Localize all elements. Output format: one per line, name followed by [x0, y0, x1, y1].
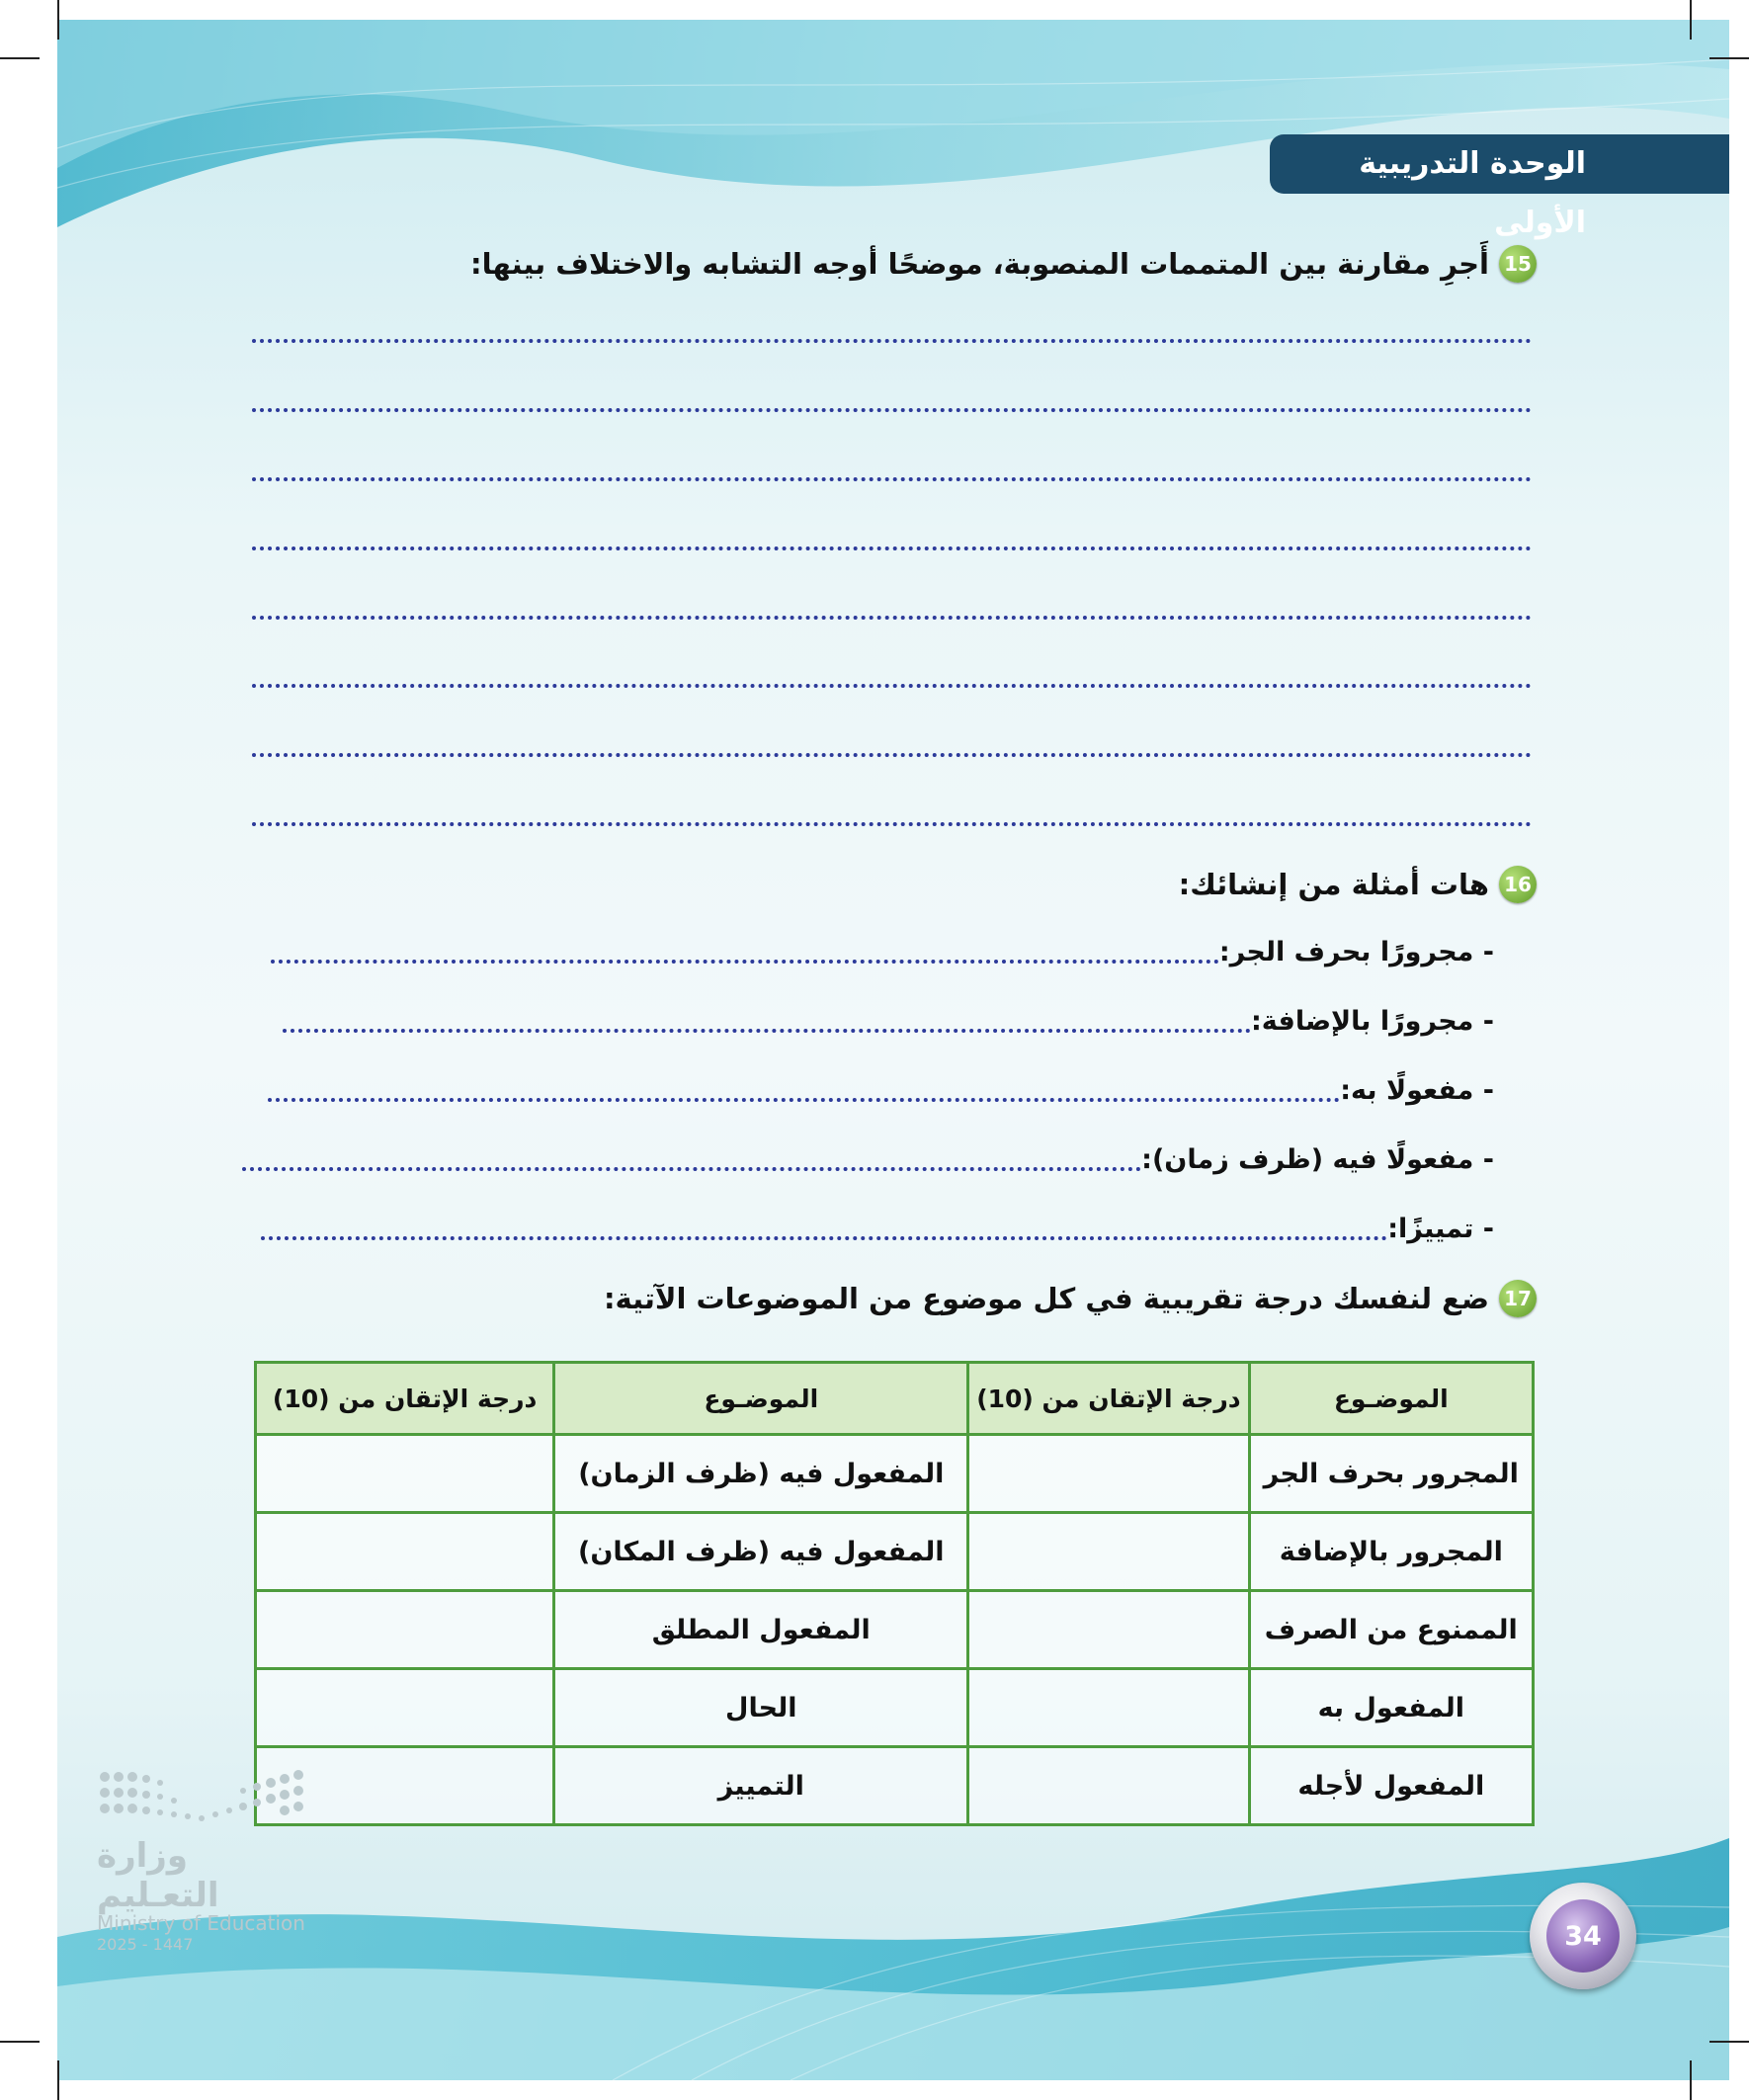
example-item: [283, 1006, 1494, 1037]
table-row: [256, 1513, 1534, 1591]
topic-cell: التمييز: [554, 1747, 968, 1825]
crop-mark: [57, 2060, 59, 2100]
topic-cell: الممنوع من الصرف: [1249, 1591, 1533, 1669]
table-row: [256, 1591, 1534, 1669]
crop-mark: [1690, 0, 1692, 40]
question-17: [604, 1280, 1537, 1317]
answer-line[interactable]: [283, 1029, 1251, 1033]
example-label: - مفعولًا فيه (ظرف زمان):: [1141, 1144, 1494, 1175]
question-text: أَجرِ مقارنة بين المتممات المنصوبة، موضحًا أوجه التشابه والاختلاف بينها:: [470, 247, 1489, 281]
topic-cell: المفعول فيه (ظرف الزمان): [554, 1435, 968, 1513]
logo-english-text: Ministry of Education: [97, 1911, 305, 1935]
page-number-badge: [1530, 1883, 1636, 1989]
example-label: - مجرورًا بحرف الجر:: [1218, 937, 1494, 967]
grade-cell[interactable]: [968, 1747, 1249, 1825]
example-label: - تمييزًا:: [1387, 1214, 1494, 1244]
logo-year-text: 2025 - 1447: [97, 1935, 194, 1954]
question-16: [1179, 866, 1537, 903]
answer-line[interactable]: [268, 1098, 1340, 1102]
answer-line[interactable]: [252, 408, 1532, 412]
topic-cell: المجرور بالإضافة: [1249, 1513, 1533, 1591]
answer-line[interactable]: [261, 1236, 1387, 1240]
table-header-row: [256, 1363, 1534, 1435]
topic-cell: المفعول فيه (ظرف المكان): [554, 1513, 968, 1591]
column-header: الموضـوع: [1249, 1363, 1533, 1435]
answer-line[interactable]: [252, 684, 1532, 688]
grade-cell[interactable]: [968, 1591, 1249, 1669]
topic-cell: الحال: [554, 1669, 968, 1747]
crop-mark: [0, 57, 40, 59]
column-header: الموضـوع: [554, 1363, 968, 1435]
answer-line[interactable]: [252, 477, 1532, 481]
question-number-badge: 16: [1499, 866, 1537, 903]
question-15: [470, 245, 1537, 283]
unit-title-tab: الوحدة التدريبية الأولى: [1270, 134, 1729, 194]
ministry-logo: [97, 1769, 314, 1954]
logo-arabic-text: وزارة التعـليم: [97, 1836, 219, 1915]
crop-mark: [1709, 57, 1749, 59]
answer-line[interactable]: [271, 960, 1219, 964]
grade-cell[interactable]: [968, 1669, 1249, 1747]
example-item: [261, 1214, 1494, 1244]
crop-mark: [0, 2041, 40, 2043]
topic-cell: المفعول المطلق: [554, 1591, 968, 1669]
answer-line[interactable]: [252, 822, 1532, 826]
question-text: ضع لنفسك درجة تقريبية في كل موضوع من الموضوعات الآتية:: [603, 1282, 1489, 1315]
grade-cell[interactable]: [256, 1513, 554, 1591]
question-text: هات أمثلة من إنشائك:: [1178, 868, 1489, 901]
answer-line[interactable]: [252, 616, 1532, 620]
page-number: 34: [1546, 1899, 1620, 1973]
topic-cell: المفعول لأجله: [1249, 1747, 1533, 1825]
question-number-badge: 17: [1499, 1280, 1537, 1317]
answer-line[interactable]: [252, 753, 1532, 757]
column-header: درجة الإتقان من (10): [256, 1363, 554, 1435]
grade-cell[interactable]: [256, 1669, 554, 1747]
example-label: - مجرورًا بالإضافة:: [1250, 1006, 1494, 1037]
example-item: [242, 1144, 1494, 1175]
table-row: [256, 1669, 1534, 1747]
crop-mark: [57, 0, 59, 40]
grade-cell[interactable]: [968, 1435, 1249, 1513]
example-item: [268, 1075, 1494, 1106]
topic-cell: المفعول به: [1249, 1669, 1533, 1747]
table-row: [256, 1747, 1534, 1825]
table-row: [256, 1435, 1534, 1513]
answer-line[interactable]: [252, 546, 1532, 550]
crop-mark: [1709, 2041, 1749, 2043]
question-number-badge: 15: [1499, 245, 1537, 283]
grade-cell[interactable]: [968, 1513, 1249, 1591]
logo-dots-icon: [97, 1769, 309, 1828]
mastery-table: [254, 1361, 1535, 1826]
topic-cell: المجرور بحرف الجر: [1249, 1435, 1533, 1513]
answer-line[interactable]: [252, 339, 1532, 343]
column-header: درجة الإتقان من (10): [968, 1363, 1249, 1435]
answer-line[interactable]: [242, 1167, 1141, 1171]
example-label: - مفعولًا به:: [1340, 1075, 1494, 1106]
crop-mark: [1690, 2060, 1692, 2100]
grade-cell[interactable]: [256, 1435, 554, 1513]
grade-cell[interactable]: [256, 1591, 554, 1669]
example-item: [271, 937, 1494, 967]
